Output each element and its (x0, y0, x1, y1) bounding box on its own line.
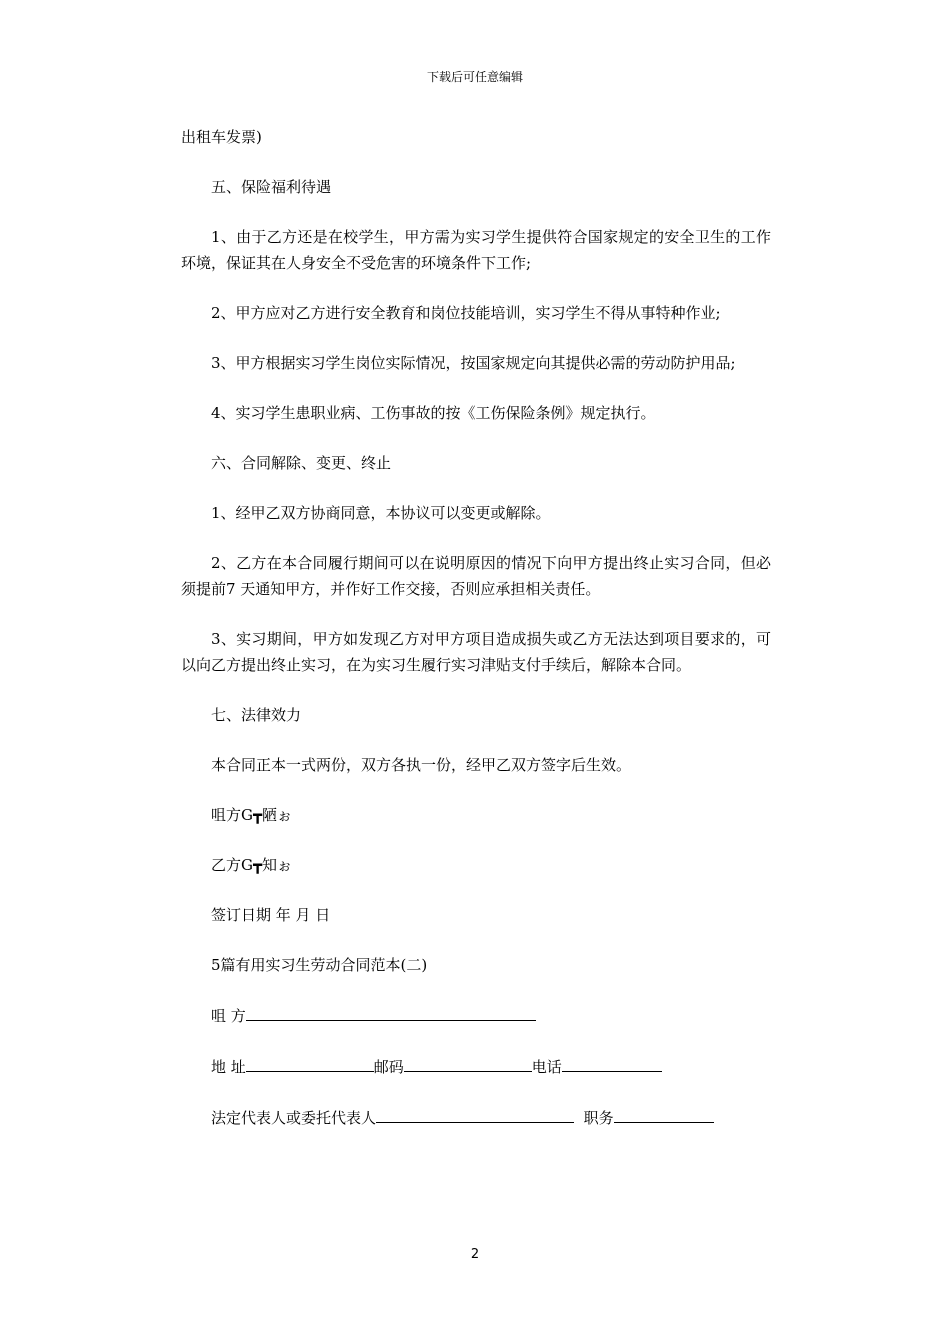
rep-label: 法定代表人或委托代表人 (211, 1109, 377, 1127)
paragraph: 2、甲方应对乙方进行安全教育和岗位技能培训，实习学生不得从事特种作业; (211, 304, 721, 322)
phone-blank (562, 1053, 662, 1072)
signature-party-b: 乙方G┳知ぉ (211, 856, 293, 874)
paragraph: 2、乙方在本合同履行期间可以在说明原因的情况下向甲方提出终止实习合同，但必须提前7 天通知甲方，并作好工作交接，否则应承担相关责任。 (181, 554, 771, 598)
section-heading: 七、法律效力 (211, 706, 302, 724)
party-label: 咀 方 (211, 1007, 246, 1025)
position-label: 职务 (583, 1109, 614, 1127)
paragraph: 本合同正本一式两份，双方各执一份，经甲乙双方签字后生效。 (211, 756, 632, 774)
form-row-party (181, 1002, 771, 1029)
form-row-representative (181, 1104, 771, 1131)
paragraph: 1、由于乙方还是在校学生，甲方需为实习学生提供符合国家规定的安全卫生的工作环境，保证其在人身安全不受危害的环境条件下工作; (181, 228, 771, 272)
document-body (181, 124, 771, 1155)
paragraph: 3、实习期间，甲方如发现乙方对甲方项目造成损失或乙方无法达到项目要求的，可以向乙方提出终止实习，在为实习生履行实习津贴支付手续后，解除本合同。 (181, 630, 771, 674)
form-row-address (181, 1053, 771, 1080)
page-header: 下载后可任意编辑 (426, 70, 523, 84)
postcode-blank (404, 1053, 532, 1072)
signing-date: 签订日期 年 月 日 (211, 906, 331, 924)
page-number: 2 (470, 1247, 480, 1262)
section-heading: 五、保险福利待遇 (211, 178, 332, 196)
paragraph: 4、实习学生患职业病、工伤事故的按《工伤保险条例》规定执行。 (211, 404, 656, 422)
document-title: 5篇有用实习生劳动合同范本(二) (211, 956, 428, 974)
address-blank (246, 1053, 374, 1072)
paragraph-continuation: 出租车发票) (181, 128, 262, 146)
paragraph: 1、经甲乙双方协商同意，本协议可以变更或解除。 (211, 504, 551, 522)
signature-party-a: 咀方G┳陋ぉ (211, 806, 293, 824)
address-label: 地 址 (211, 1058, 246, 1076)
position-blank (614, 1104, 714, 1123)
paragraph: 3、甲方根据实习学生岗位实际情况，按国家规定向其提供必需的劳动防护用品; (211, 354, 736, 372)
phone-label: 电话 (531, 1058, 562, 1076)
rep-blank (376, 1104, 574, 1123)
party-blank (246, 1002, 536, 1021)
postcode-label: 邮码 (373, 1058, 404, 1076)
section-heading: 六、合同解除、变更、终止 (211, 454, 392, 472)
